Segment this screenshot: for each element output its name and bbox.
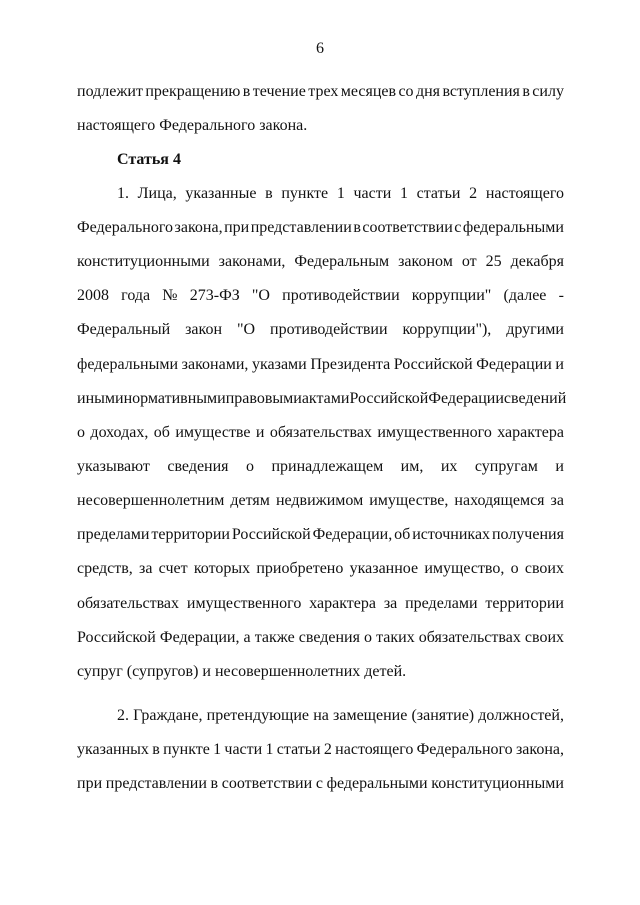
word: закона, bbox=[174, 219, 223, 236]
word: подлежит bbox=[77, 83, 143, 100]
word: указанные bbox=[185, 185, 257, 202]
article-heading: Статья 4 bbox=[117, 151, 181, 168]
word: иными bbox=[77, 390, 124, 407]
word: части bbox=[224, 741, 263, 758]
word: противодействии bbox=[270, 321, 388, 338]
word: пределами bbox=[77, 526, 150, 543]
word: счет bbox=[158, 560, 188, 577]
word: Федеральным bbox=[294, 253, 390, 270]
word: нормативными bbox=[123, 390, 226, 407]
word: Федерации bbox=[476, 356, 552, 373]
word: соответствии bbox=[362, 219, 453, 236]
word: средств, bbox=[77, 560, 133, 577]
word: законом bbox=[398, 253, 453, 270]
word: правовыми bbox=[225, 390, 302, 407]
word: Федерации, bbox=[312, 526, 393, 543]
word: приобретено bbox=[256, 560, 344, 577]
word: указывают bbox=[77, 458, 150, 475]
word: указами bbox=[251, 356, 307, 373]
word: за bbox=[139, 560, 153, 577]
word: и bbox=[555, 356, 564, 373]
word: Федерального bbox=[77, 219, 174, 236]
word: и bbox=[555, 458, 564, 475]
word: источниках bbox=[412, 526, 491, 543]
text-line bbox=[117, 706, 564, 726]
word: в bbox=[265, 185, 273, 202]
word: года bbox=[121, 287, 151, 304]
word: закона, bbox=[515, 741, 564, 758]
word: детям bbox=[230, 492, 270, 509]
word: с bbox=[315, 775, 323, 792]
word: имущественного bbox=[186, 595, 302, 612]
text-line: настоящего Федерального закона. bbox=[77, 117, 308, 134]
word: им, bbox=[400, 458, 424, 475]
text-line bbox=[77, 740, 564, 760]
word: за bbox=[550, 492, 564, 509]
text-line bbox=[77, 389, 567, 409]
word: супругам bbox=[474, 458, 538, 475]
word: коррупции" bbox=[411, 287, 492, 304]
word: имуществе, bbox=[369, 492, 449, 509]
word: замещение bbox=[333, 707, 408, 724]
word: о bbox=[246, 458, 255, 475]
word: 1 bbox=[399, 185, 408, 202]
word: месяцев bbox=[340, 83, 397, 100]
word: коррупции"), bbox=[402, 321, 492, 338]
text-line bbox=[77, 320, 564, 340]
word: пункте bbox=[281, 185, 329, 202]
word: принадлежащем bbox=[271, 458, 384, 475]
word: Российской bbox=[349, 390, 429, 407]
word: 1 bbox=[213, 741, 222, 758]
word: при bbox=[224, 219, 250, 236]
word: и bbox=[255, 424, 265, 441]
word: актами bbox=[301, 390, 350, 407]
word: территории bbox=[151, 526, 230, 543]
word: имуществе bbox=[175, 424, 251, 441]
word: об bbox=[394, 526, 411, 543]
word: противодействии bbox=[282, 287, 400, 304]
word: конституционными bbox=[77, 253, 210, 270]
word: от bbox=[461, 253, 477, 270]
text-line bbox=[77, 559, 564, 579]
word: (далее bbox=[503, 287, 547, 304]
word: 2 bbox=[323, 741, 332, 758]
word: своих bbox=[524, 629, 564, 646]
word: характера bbox=[309, 595, 376, 612]
word: должностей, bbox=[478, 707, 564, 724]
word: о bbox=[364, 629, 373, 646]
word: Президента bbox=[310, 356, 391, 373]
word: 2008 bbox=[77, 287, 109, 304]
text-line bbox=[77, 491, 564, 511]
word: территории bbox=[485, 595, 564, 612]
word: в bbox=[152, 741, 160, 758]
word: имущественного bbox=[377, 424, 492, 441]
word: в bbox=[210, 775, 219, 792]
word: обязательствах bbox=[269, 424, 372, 441]
word: на bbox=[313, 707, 329, 724]
word: пределами bbox=[405, 595, 478, 612]
word: с bbox=[454, 219, 462, 236]
word: 273-ФЗ bbox=[189, 287, 240, 304]
text-line bbox=[77, 525, 564, 545]
word: Российской bbox=[231, 526, 311, 543]
word: 2. bbox=[117, 707, 129, 724]
word: при bbox=[77, 775, 103, 792]
word: статьи bbox=[416, 185, 461, 202]
word: "О bbox=[237, 321, 256, 338]
word: статьи bbox=[276, 741, 321, 758]
word: Граждане, bbox=[133, 707, 203, 724]
word: имущество, bbox=[424, 560, 505, 577]
text-line bbox=[77, 286, 564, 306]
word: указанное bbox=[349, 560, 419, 577]
text-line bbox=[77, 774, 564, 794]
word: в bbox=[353, 219, 361, 236]
word: обязательствах bbox=[418, 629, 521, 646]
word: находящемся bbox=[454, 492, 545, 509]
word: а bbox=[243, 629, 251, 646]
text-line bbox=[77, 355, 564, 375]
word: в bbox=[522, 83, 530, 100]
text-line bbox=[77, 457, 564, 477]
text-line: супруг (супругов) и несовершеннолетних детей. bbox=[77, 663, 407, 680]
word: "О bbox=[251, 287, 270, 304]
word: за bbox=[383, 595, 398, 612]
word: течение bbox=[252, 83, 306, 100]
text-line bbox=[77, 628, 564, 648]
word: Федерации, bbox=[159, 629, 240, 646]
word: силу bbox=[532, 83, 564, 100]
word: недвижимом bbox=[275, 492, 364, 509]
word: таких bbox=[376, 629, 415, 646]
word: представлении bbox=[250, 219, 352, 236]
word: в bbox=[242, 83, 251, 100]
word: дня bbox=[415, 83, 441, 100]
text-line bbox=[77, 218, 564, 238]
word: представлении bbox=[105, 775, 207, 792]
word: 2 bbox=[469, 185, 478, 202]
word: настоящего bbox=[485, 185, 564, 202]
word: сведений bbox=[503, 390, 567, 407]
word: другими bbox=[506, 321, 564, 338]
word: законами, bbox=[181, 356, 249, 373]
word: которых bbox=[193, 560, 251, 577]
word: законами, bbox=[218, 253, 286, 270]
word: обязательствах bbox=[77, 595, 180, 612]
word: соответствии bbox=[221, 775, 313, 792]
word: указанных bbox=[77, 741, 149, 758]
word: федеральными bbox=[462, 219, 564, 236]
word: о bbox=[510, 560, 519, 577]
word: Федеральный bbox=[77, 321, 171, 338]
word: прекращению bbox=[145, 83, 241, 100]
word: характера bbox=[497, 424, 564, 441]
text-line bbox=[77, 423, 564, 443]
word: 1 bbox=[265, 741, 274, 758]
word: пункте bbox=[163, 741, 210, 758]
word: доходах, bbox=[90, 424, 149, 441]
word: части bbox=[353, 185, 392, 202]
word: получения bbox=[491, 526, 564, 543]
word: федеральными bbox=[326, 775, 428, 792]
text-line bbox=[77, 594, 564, 614]
page-number: 6 bbox=[316, 40, 324, 57]
word: закон bbox=[185, 321, 223, 338]
word: своих bbox=[524, 560, 564, 577]
word: декабря bbox=[510, 253, 564, 270]
word: вступления bbox=[442, 83, 520, 100]
word: сведения bbox=[298, 629, 360, 646]
word: 1. bbox=[117, 185, 129, 202]
text-line bbox=[77, 82, 564, 102]
text-line bbox=[77, 252, 564, 272]
word: Лица, bbox=[137, 185, 177, 202]
word: (занятие) bbox=[411, 707, 475, 724]
word: сведения bbox=[167, 458, 229, 475]
word: 25 bbox=[485, 253, 502, 270]
word: об bbox=[153, 424, 170, 441]
word: - bbox=[558, 287, 564, 304]
word: конституционными bbox=[431, 775, 564, 792]
word: претендующие bbox=[206, 707, 310, 724]
text-line bbox=[117, 184, 564, 204]
word: 1 bbox=[336, 185, 345, 202]
word: их bbox=[440, 458, 458, 475]
word: Федерального bbox=[416, 741, 513, 758]
word: также bbox=[254, 629, 295, 646]
word: Российской bbox=[77, 629, 156, 646]
word: настоящего bbox=[335, 741, 414, 758]
word: со bbox=[398, 83, 414, 100]
word: о bbox=[77, 424, 85, 441]
word: федеральными bbox=[77, 356, 179, 373]
word: несовершеннолетним bbox=[77, 492, 225, 509]
word: № bbox=[162, 287, 178, 304]
word: трех bbox=[308, 83, 339, 100]
word: Федерации bbox=[428, 390, 504, 407]
word: Российской bbox=[393, 356, 473, 373]
